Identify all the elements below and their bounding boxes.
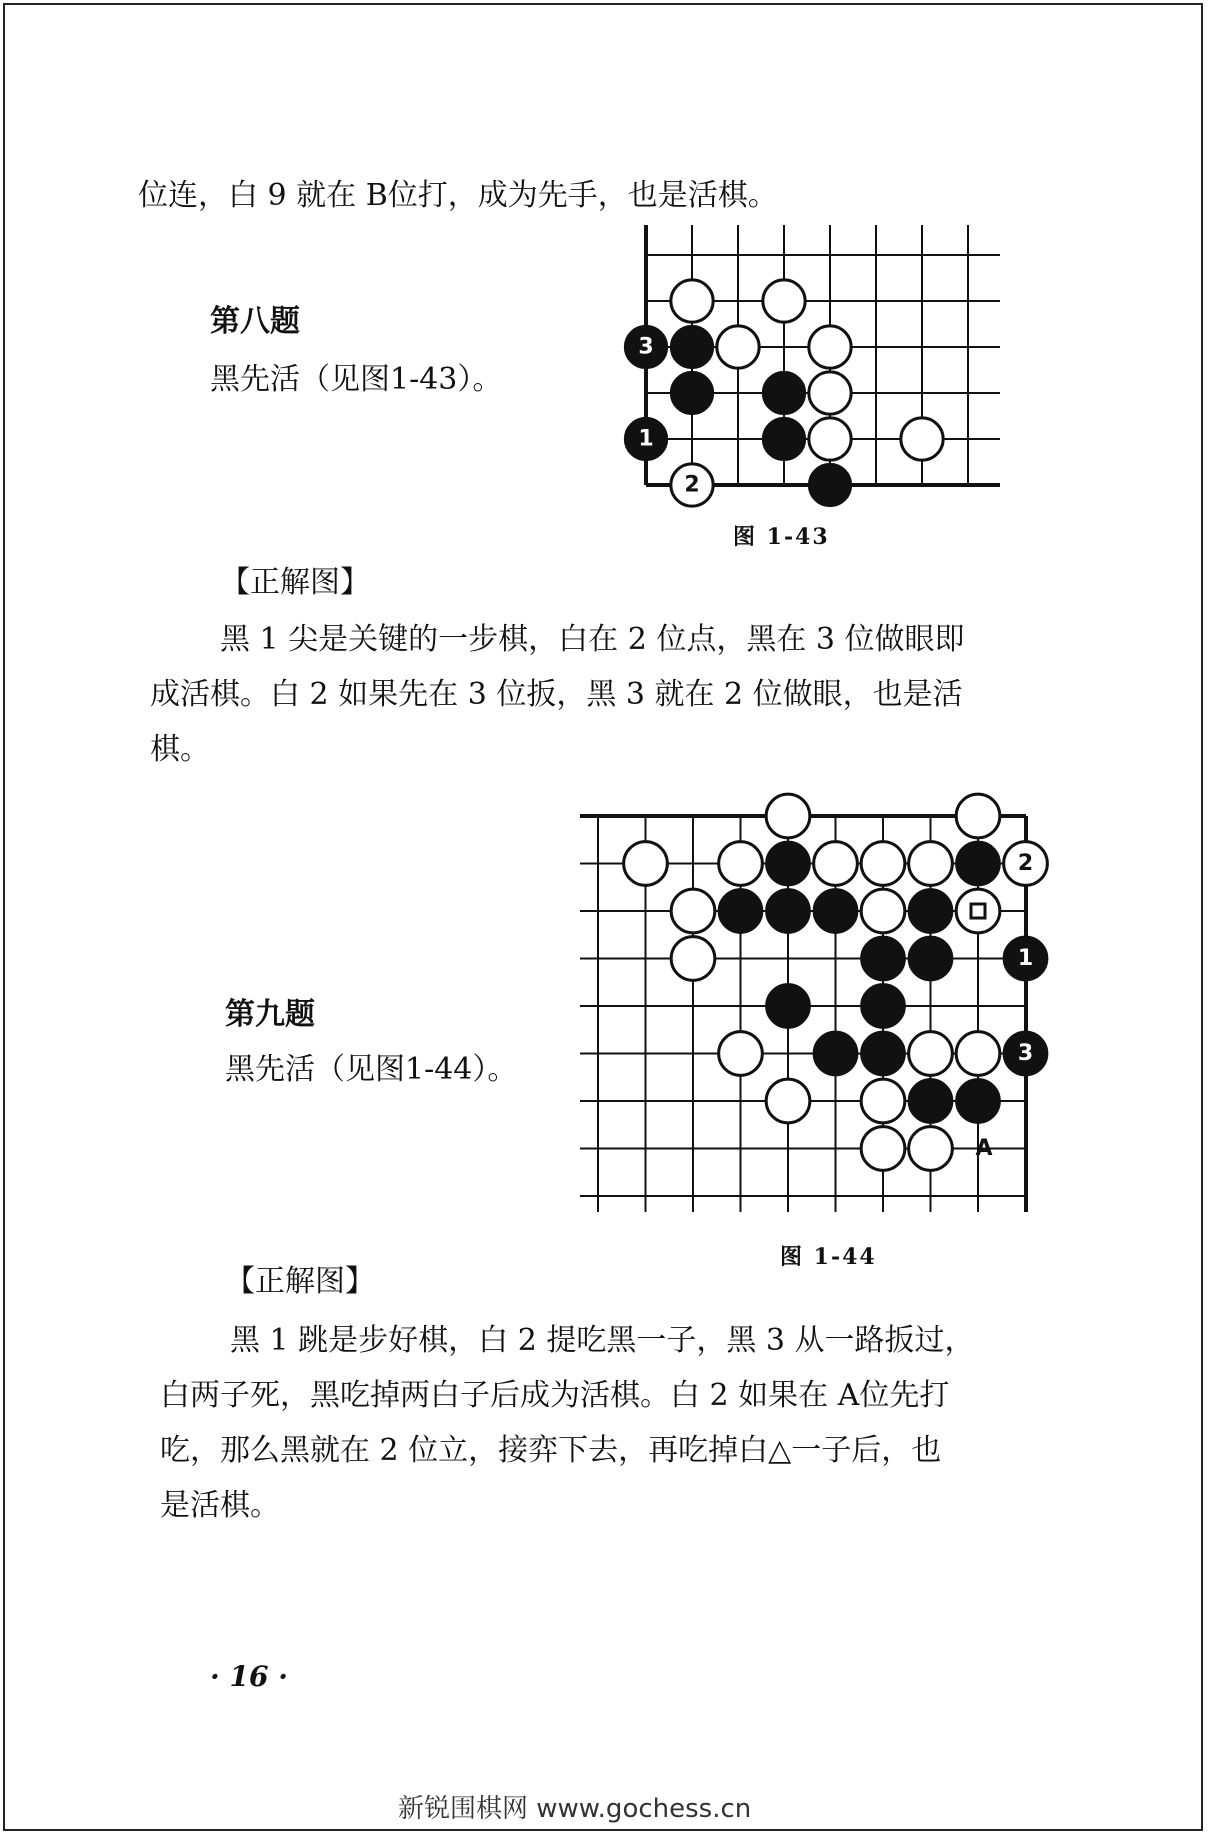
- black-stone: [763, 418, 805, 460]
- black-stone: [956, 842, 1000, 886]
- black-stone: [763, 372, 805, 414]
- black-stone: [671, 326, 713, 368]
- black-stone: [956, 1079, 1000, 1123]
- problem9-solution-heading: 【正解图】: [225, 1264, 375, 1299]
- solution-line: 是活棋。: [160, 1488, 280, 1523]
- problem8-solution-text: [150, 612, 964, 777]
- white-stone: [719, 1032, 763, 1076]
- go-board-diagram-1-44: [580, 800, 1040, 1230]
- white-stone: [809, 372, 851, 414]
- white-stone: [861, 1127, 905, 1171]
- white-stone: [809, 418, 851, 460]
- white-stone: [671, 280, 713, 322]
- white-stone: [766, 794, 810, 838]
- page-number-value: 16: [229, 1660, 269, 1693]
- solution-line: 黑 1 尖是关键的一步棋，白在 2 位点，黑在 3 位做眼即: [220, 622, 965, 657]
- black-stone: [719, 889, 763, 933]
- solution-line: 吃，那么黑就在 2 位立，接弈下去，再吃掉白△一子后，也: [160, 1433, 942, 1468]
- black-stone: [766, 889, 810, 933]
- white-stone: [809, 326, 851, 368]
- white-stone: [861, 842, 905, 886]
- solution-line: 白两子死，黑吃掉两白子后成为活棋。白 2 如果在 A位先打: [160, 1378, 950, 1413]
- solution-line: 黑 1 跳是步好棋，白 2 提吃黑一子，黑 3 从一路扳过，: [230, 1323, 975, 1358]
- white-stone: [861, 889, 905, 933]
- label-A: A: [975, 1136, 993, 1161]
- go-board-diagram-1-43: [620, 225, 1005, 515]
- white-stone: [671, 937, 715, 981]
- problem9-solution-text: [160, 1313, 974, 1533]
- black-stone: [766, 842, 810, 886]
- problem8-solution-heading: 【正解图】: [220, 565, 370, 600]
- figure-caption-1-43: 图 1-43: [733, 524, 830, 550]
- white-stone: [763, 280, 805, 322]
- white-stone: [717, 326, 759, 368]
- black-stone: [814, 889, 858, 933]
- white-stone: [719, 842, 763, 886]
- white-stone: [909, 1032, 953, 1076]
- black-stone: [814, 1032, 858, 1076]
- black-stone: [671, 372, 713, 414]
- problem8-title: 第八题: [210, 304, 300, 339]
- black-stone: [861, 984, 905, 1028]
- site-footer: 新锐围棋网 www.gochess.cn: [398, 1794, 752, 1824]
- figure-caption-1-44: 图 1-44: [780, 1244, 877, 1270]
- white-stone: [909, 842, 953, 886]
- solution-line: 棋。: [150, 732, 210, 767]
- white-stone: [956, 794, 1000, 838]
- white-stone: [766, 1079, 810, 1123]
- move-number: 1: [638, 426, 654, 452]
- problem8-desc: 黑先活（见图1-43）。: [210, 362, 503, 397]
- move-number: 2: [684, 472, 700, 498]
- black-stone: [766, 984, 810, 1028]
- white-stone: [861, 1079, 905, 1123]
- problem9-title: 第九题: [225, 997, 315, 1032]
- black-stone: [809, 464, 851, 506]
- black-stone: [909, 889, 953, 933]
- intro-line: 位连，白 9 就在 B位打，成为先手，也是活棋。: [138, 178, 778, 213]
- move-number: 1: [1017, 946, 1034, 971]
- black-stone: [909, 937, 953, 981]
- black-stone: [861, 937, 905, 981]
- move-number: 3: [1017, 1041, 1034, 1066]
- page-number: · 16 ·: [210, 1660, 288, 1693]
- white-stone: [814, 842, 858, 886]
- white-stone: [956, 1032, 1000, 1076]
- white-stone: [671, 889, 715, 933]
- move-number: 3: [638, 334, 654, 360]
- white-stone: [909, 1127, 953, 1171]
- white-stone: [901, 418, 943, 460]
- black-stone: [861, 1032, 905, 1076]
- move-number: 2: [1017, 851, 1034, 876]
- problem9-desc: 黑先活（见图1-44）。: [225, 1052, 518, 1087]
- white-stone: [956, 889, 1000, 933]
- white-stone: [624, 842, 668, 886]
- solution-line: 成活棋。白 2 如果先在 3 位扳，黑 3 就在 2 位做眼，也是活: [150, 677, 963, 712]
- black-stone: [909, 1079, 953, 1123]
